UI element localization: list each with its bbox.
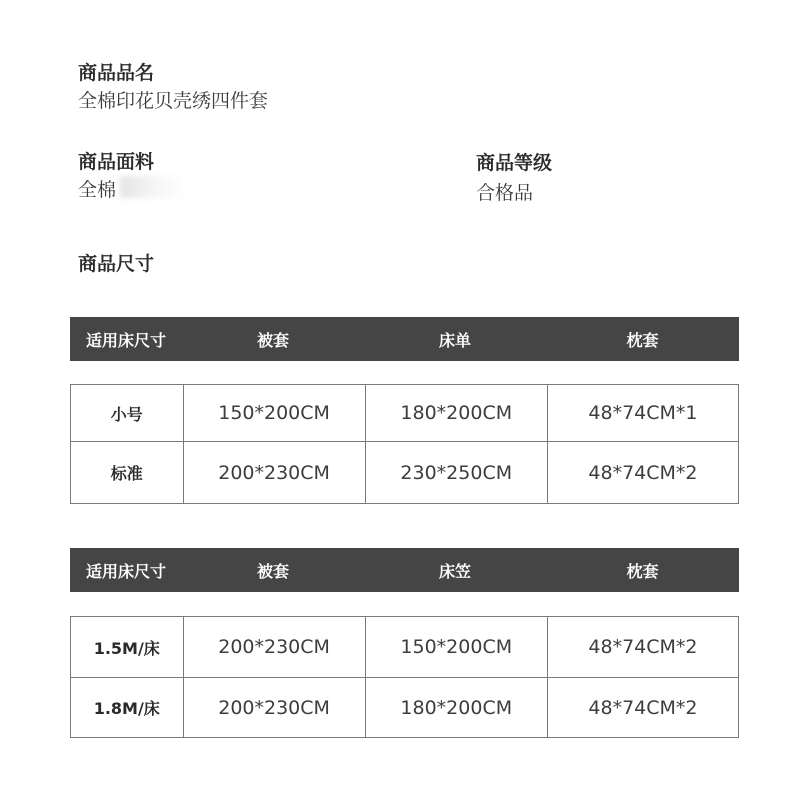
table2-body: [70, 616, 739, 738]
size-section-title: 商品尺寸: [78, 253, 155, 275]
table-cell: 200*230CM: [184, 617, 366, 677]
table-row: [71, 385, 738, 442]
table-cell: 48*74CM*2: [588, 461, 698, 484]
product-name-value: 全棉印花贝壳绣四件套: [78, 90, 269, 112]
table-row: [71, 678, 738, 738]
table2-header-fitted-sheet: 床笠: [438, 561, 471, 581]
table-cell: 1.8M/床: [71, 678, 184, 737]
table-cell: 48*74CM*2: [588, 696, 698, 719]
table-cell: 48*74CM*1: [588, 402, 698, 424]
table2-header-duvet-cover: 被套: [256, 561, 289, 581]
table-row: [71, 617, 738, 678]
table2-header: [70, 548, 739, 592]
table1-body: [70, 384, 739, 504]
table2-header-pillowcase: 枕套: [626, 561, 659, 581]
product-name-label: 商品品名: [78, 62, 155, 84]
fabric-label: 商品面料: [78, 151, 155, 173]
table-cell: 230*250CM: [366, 442, 548, 503]
grade-label: 商品等级: [476, 152, 553, 174]
table1-header-pillowcase: 枕套: [626, 330, 659, 350]
table-row: [71, 442, 738, 504]
table-cell: 小号: [71, 385, 184, 441]
table-cell: 150*200CM: [366, 617, 548, 677]
table1-header-sheet: 床单: [438, 330, 471, 350]
table2-header-bed-size: 适用床尺寸: [85, 561, 166, 581]
table-cell: 180*200CM: [366, 678, 548, 737]
table-cell: 48*74CM*2: [588, 636, 698, 658]
table-cell: 200*230CM: [184, 678, 366, 737]
table-cell: 标准: [71, 442, 184, 503]
table-cell: 150*200CM: [184, 385, 366, 441]
blurred-text: [120, 176, 190, 198]
grade-value: 合格品: [476, 182, 534, 204]
table-cell: 180*200CM: [366, 385, 548, 441]
fabric-value: 全棉: [78, 179, 117, 201]
table1-header: [70, 317, 739, 361]
table1-header-bed-size: 适用床尺寸: [85, 330, 166, 350]
table1-header-duvet-cover: 被套: [256, 330, 289, 350]
table-cell: 200*230CM: [184, 442, 366, 503]
table-cell: 1.5M/床: [71, 617, 184, 677]
